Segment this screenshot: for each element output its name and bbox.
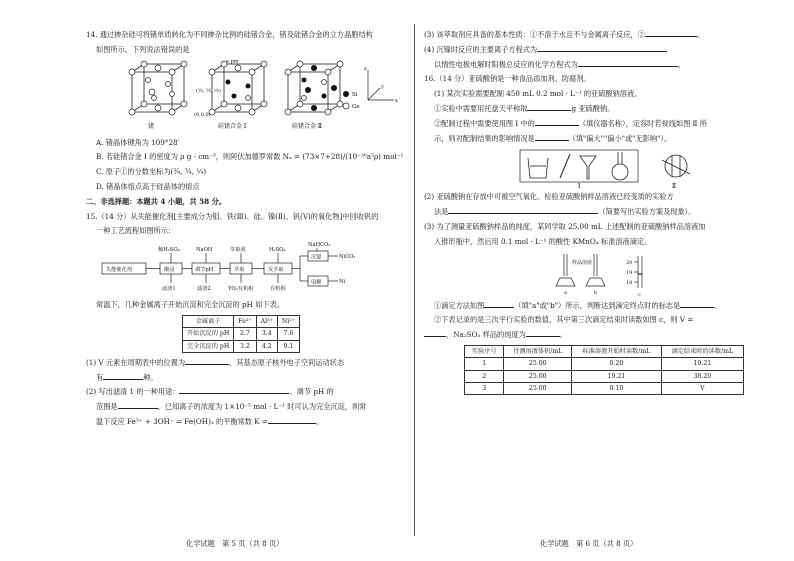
answer-blank[interactable] bbox=[535, 125, 579, 126]
titration-cell: 38.20 bbox=[661, 370, 743, 382]
burette-sample-label: 样品溶液 bbox=[572, 259, 593, 266]
cap-alloy2: 硅锗合金 Ⅱ bbox=[292, 122, 322, 130]
titration-cell: 0.20 bbox=[572, 358, 662, 370]
q15-part2 bbox=[86, 387, 404, 398]
ph-cell: 3.2 bbox=[234, 340, 256, 352]
ph-table-header: Al³⁺ bbox=[256, 315, 277, 327]
burette-tick-19: 19 bbox=[626, 269, 633, 276]
q15-1b: ，其基态原子核外电子空间运动状态 bbox=[229, 357, 345, 367]
q14-option-a: A. 锗晶体键角为 109°28′ bbox=[96, 137, 180, 147]
flow-r4-bot: 有机相 bbox=[270, 286, 286, 293]
q16-1f: （填"偏大""偏小"或"无影响"）。 bbox=[568, 133, 672, 143]
answer-blank[interactable] bbox=[680, 307, 714, 308]
titration-cell: V bbox=[661, 382, 743, 394]
q15-part4-cont bbox=[424, 60, 744, 71]
q16-2c: （简要写出实验方案及现象）。 bbox=[598, 207, 696, 217]
axis-x: x bbox=[395, 97, 398, 104]
q15-part1 bbox=[86, 358, 404, 369]
q15-4b: 以惰性电极电解时阳极总反应的化学方程式为 bbox=[434, 59, 578, 69]
q16-stem: 16.（14 分）亚硫酸钠是一种食品添加剂、防腐剂。 bbox=[424, 74, 591, 84]
flow-r4-box: 反萃取 bbox=[268, 267, 284, 274]
answer-blank[interactable] bbox=[118, 408, 158, 409]
titration-cell: 0.10 bbox=[572, 382, 662, 394]
flow-r2-box: 调节pH bbox=[195, 267, 214, 274]
flow-r1-top: 稀H₂SO₄ bbox=[158, 247, 180, 254]
table-row bbox=[465, 382, 744, 394]
flow-r4-top: H₂SO₄ bbox=[269, 247, 286, 254]
titration-cell: 25.00 bbox=[504, 370, 572, 382]
q16-3c: ①滴定方法如图 bbox=[434, 300, 485, 310]
q16-3h: 。 bbox=[559, 330, 567, 340]
beaker-icon bbox=[528, 158, 548, 178]
answer-blank[interactable] bbox=[179, 393, 289, 394]
titration-cell: 3 bbox=[465, 382, 504, 394]
answer-blank[interactable] bbox=[526, 336, 560, 337]
volumetric-flask-icon bbox=[612, 152, 628, 180]
titration-header: 待测溶液体积/mL bbox=[504, 345, 572, 357]
q14-stem-line1: 14. 通过掺杂硅可将锗单质转化为不同掺杂比例的硅锗合金，锗及硅锗合金的立方晶胞结构 bbox=[86, 30, 373, 39]
flow-start: 失能催化剂 bbox=[106, 267, 132, 274]
q16-2b: 法是 bbox=[434, 207, 449, 217]
q15-2a: (2) 写出滤渣 1 的一种用途： bbox=[86, 387, 180, 397]
q15-2c: 范围是 bbox=[96, 402, 118, 412]
titration-table bbox=[464, 345, 744, 395]
flow-out1: NiCO₃ bbox=[339, 254, 356, 261]
q15-2b: 。调节 pH 的 bbox=[289, 387, 334, 397]
ph-cell: 2.7 bbox=[234, 328, 256, 340]
page-footer-left: 化学试题 第 5 页（共 8 页） bbox=[186, 539, 284, 548]
table-row bbox=[183, 328, 300, 340]
ph-table bbox=[182, 315, 300, 353]
flow-out1-box: 沉镍 bbox=[311, 254, 322, 261]
ph-cell: 7.6 bbox=[277, 328, 299, 340]
q16-part3-cont: 入锥形瓶中，然后用 0.1 mol · L⁻¹ 的酸性 KMnO₄ 标准溶液滴定。 bbox=[434, 236, 652, 246]
answer-blank[interactable] bbox=[527, 110, 571, 111]
answer-blank[interactable] bbox=[535, 140, 569, 141]
left-column bbox=[86, 30, 404, 432]
q16-part3-2 bbox=[424, 315, 744, 326]
process-flowchart bbox=[86, 241, 404, 297]
flow-r3-box: 萃取 bbox=[234, 267, 245, 274]
axis-z: z bbox=[364, 65, 367, 72]
table-row bbox=[183, 340, 300, 352]
q15-4c: 。 bbox=[677, 59, 685, 69]
q16-3g: ，Na₂SO₃ 样品的纯度为 bbox=[446, 330, 526, 340]
ph-table-header: Ni²⁺ bbox=[277, 315, 299, 327]
flow-out2: Ni bbox=[339, 279, 346, 286]
q16-1c: ②配制过程中需要使用图 Ⅰ 中的 bbox=[434, 118, 535, 128]
flow-r3-bot: YO₂有机相 bbox=[228, 286, 254, 293]
flow-r2-bot: 滤渣2 bbox=[197, 286, 211, 293]
q14-option-c: C. 原子①的分数坐标为(¾, ¾, ¼) bbox=[96, 167, 207, 177]
cap-ge: 锗 bbox=[148, 122, 155, 130]
answer-blank[interactable] bbox=[185, 364, 229, 365]
section-2-title: 二、非选择题：本题共 4 小题，共 58 分。 bbox=[86, 196, 227, 206]
burette-label-c: c bbox=[638, 291, 641, 298]
q15-2f: 。 bbox=[315, 417, 324, 427]
flow-r1-box: 酸浸 bbox=[164, 267, 175, 274]
q16-part2-cont bbox=[424, 207, 744, 218]
titration-cell: 25.00 bbox=[504, 382, 572, 394]
q15-table-intro: 常温下，几种金属离子开始沉淀和完全沉淀的 pH 如下表。 bbox=[96, 300, 284, 310]
ph-cell: 4.2 bbox=[256, 340, 277, 352]
q15-part3 bbox=[424, 30, 744, 41]
q14-stem-line2: 如图所示。下列说法错误的是 bbox=[96, 44, 190, 54]
q15-1a: (1) V 元素在周期表中的位置为 bbox=[86, 357, 186, 367]
q15-part2-cont bbox=[86, 402, 404, 413]
q14-option-b: B. 若硅锗合金 Ⅰ 的密度为 ρ g · cm⁻³，则阿伏加德罗常数 Nₐ = (73×7+28)/(10⁻³⁰a³ρ) mol⁻¹ bbox=[96, 152, 404, 162]
fig1-caption: Ⅰ bbox=[578, 183, 581, 189]
glass-rod-icon bbox=[560, 154, 570, 178]
q16-1e: 示，则对配制结果的影响情况是 bbox=[434, 133, 535, 143]
q15-1c: 有 bbox=[96, 372, 104, 382]
q16-1a: ①实验中需要用托盘天平称取 bbox=[434, 103, 528, 113]
right-column bbox=[424, 30, 744, 395]
answer-blank[interactable] bbox=[448, 213, 598, 214]
q16-part1-e bbox=[424, 134, 744, 145]
answer-blank[interactable] bbox=[645, 36, 697, 37]
column-divider bbox=[414, 24, 415, 536]
flow-out2-box: 电解 bbox=[311, 279, 322, 286]
q15-4a: (4) 沉镍时反应的主要离子方程式为 bbox=[424, 44, 538, 54]
burette-tick-20: 20 bbox=[626, 259, 633, 266]
burette-label-b: b bbox=[594, 289, 598, 296]
q15-stem-line2: 一种工艺流程如图所示： bbox=[96, 226, 176, 236]
cap-alloy1: 硅锗合金 Ⅰ bbox=[218, 122, 247, 130]
answer-blank[interactable] bbox=[484, 307, 514, 308]
q15-part1-cont bbox=[86, 373, 404, 384]
axis-y: y bbox=[381, 83, 384, 90]
titration-cell: 2 bbox=[465, 370, 504, 382]
q16-1d: （填仪器名称），定容时若视线如图 Ⅱ 所 bbox=[578, 118, 707, 128]
q15-2e: 温下反应 Fe³⁺ + 3OH⁻ ⇌ Fe(OH)₃ 的平衡常数 K = bbox=[96, 417, 268, 427]
glassware-figure bbox=[424, 148, 744, 188]
answer-blank[interactable] bbox=[103, 379, 143, 380]
q15-3b: 。 bbox=[696, 30, 705, 39]
titration-header: 实验序号 bbox=[465, 345, 504, 357]
label-a-pm: a pm bbox=[226, 59, 239, 65]
burette-label-a: a bbox=[564, 289, 567, 296]
q16-part1-a bbox=[424, 104, 744, 115]
flow-r2-top: NaOH bbox=[196, 247, 213, 254]
titration-header: 滴定结束时的读数/mL bbox=[661, 345, 743, 357]
q16-3f: ②下表记录的是三次平行实验的数值，其中第三次滴定结束时读数如图 c，则 V = bbox=[434, 315, 694, 325]
label-origin: (0,0,0) bbox=[194, 111, 211, 118]
legend-si: Si bbox=[352, 91, 358, 98]
q16-3e: 。 bbox=[714, 300, 722, 310]
q15-part2-end bbox=[86, 417, 404, 428]
q15-stem-line1: 15.（14 分）从失能催化剂[主要成分为钼、铁(Ⅲ)、硅、镍(Ⅱ)、钒(Ⅴ)的氧化物]中回收钒的 bbox=[86, 211, 379, 221]
sight-line-icon bbox=[662, 155, 690, 177]
q16-part1: (1) 某次实验需要配制 450 mL 0.2 mol · L⁻¹ 的亚硫酸钠溶液。 bbox=[434, 89, 642, 99]
answer-blank[interactable] bbox=[268, 423, 316, 424]
q16-part1-c bbox=[424, 119, 744, 130]
burette-tick-18: 18 bbox=[626, 279, 633, 286]
ph-cell: 3.4 bbox=[256, 328, 277, 340]
q16-part3-2-cont bbox=[424, 330, 744, 341]
ph-table-header: Fe³⁺ bbox=[234, 315, 256, 327]
q15-1d: 种。 bbox=[143, 372, 158, 382]
titration-cell: 1 bbox=[465, 358, 504, 370]
answer-blank[interactable] bbox=[424, 336, 446, 337]
q16-part3: (3) 为了测量亚硫酸钠样品的纯度，某同学取 25.00 mL 上述配制的亚硫酸钠样品溶液加 bbox=[424, 221, 706, 231]
titration-cell: 19.21 bbox=[661, 358, 743, 370]
flow-r1-bot: 滤渣1 bbox=[162, 286, 176, 293]
page-footer-right: 化学试题 第 6 页（共 8 页） bbox=[540, 539, 638, 548]
q15-part4 bbox=[424, 45, 744, 56]
funnel-icon bbox=[580, 156, 596, 179]
q14-option-d: D. 锗晶体熔点高于硅晶体的熔点 bbox=[96, 181, 200, 191]
label-coord: (½, ½, ½) bbox=[196, 87, 221, 94]
table-row bbox=[465, 370, 744, 382]
q16-part3-1 bbox=[424, 301, 744, 312]
titration-figure bbox=[424, 252, 744, 298]
ph-cell: 完全沉淀的 pH bbox=[183, 340, 234, 352]
titration-cell: 25.00 bbox=[504, 358, 572, 370]
ph-table-header: 金属离子 bbox=[183, 315, 234, 327]
q15-3a: (3) 该萃取剂应具备的基本性质：①不溶于水且不与金属离子反应，② bbox=[424, 30, 645, 39]
q16-3d: （填"a"或"b"）所示，判断达到滴定终点时的标志是 bbox=[514, 300, 681, 310]
flow-r3-top: 萃取剂 bbox=[230, 247, 246, 254]
answer-blank[interactable] bbox=[578, 66, 678, 67]
q16-part2: (2) 亚硫酸钠在存放中可被空气氧化。检验亚硫酸钠样品溶液已经变质的实验方 bbox=[424, 192, 674, 202]
legend-ge: Ge bbox=[352, 103, 360, 110]
fig2-caption: Ⅱ bbox=[672, 183, 677, 189]
q15-2d: 。已知离子的浓度为 1×10⁻⁵ mol · L⁻¹ 时可认为完全沉淀，则常 bbox=[157, 402, 367, 412]
table-row bbox=[465, 358, 744, 370]
titration-header: 标准溶液开始时读数/mL bbox=[572, 345, 662, 357]
flow-top-reagent: NaHCO₃ bbox=[308, 242, 331, 249]
crystal-cell-figure bbox=[92, 60, 402, 134]
ph-cell: 开始沉淀的 pH bbox=[183, 328, 234, 340]
q16-1b: g 亚硫酸钠。 bbox=[571, 103, 615, 113]
answer-blank[interactable] bbox=[537, 51, 667, 52]
ph-cell: 9.1 bbox=[277, 340, 299, 352]
titration-cell: 19.21 bbox=[572, 370, 662, 382]
